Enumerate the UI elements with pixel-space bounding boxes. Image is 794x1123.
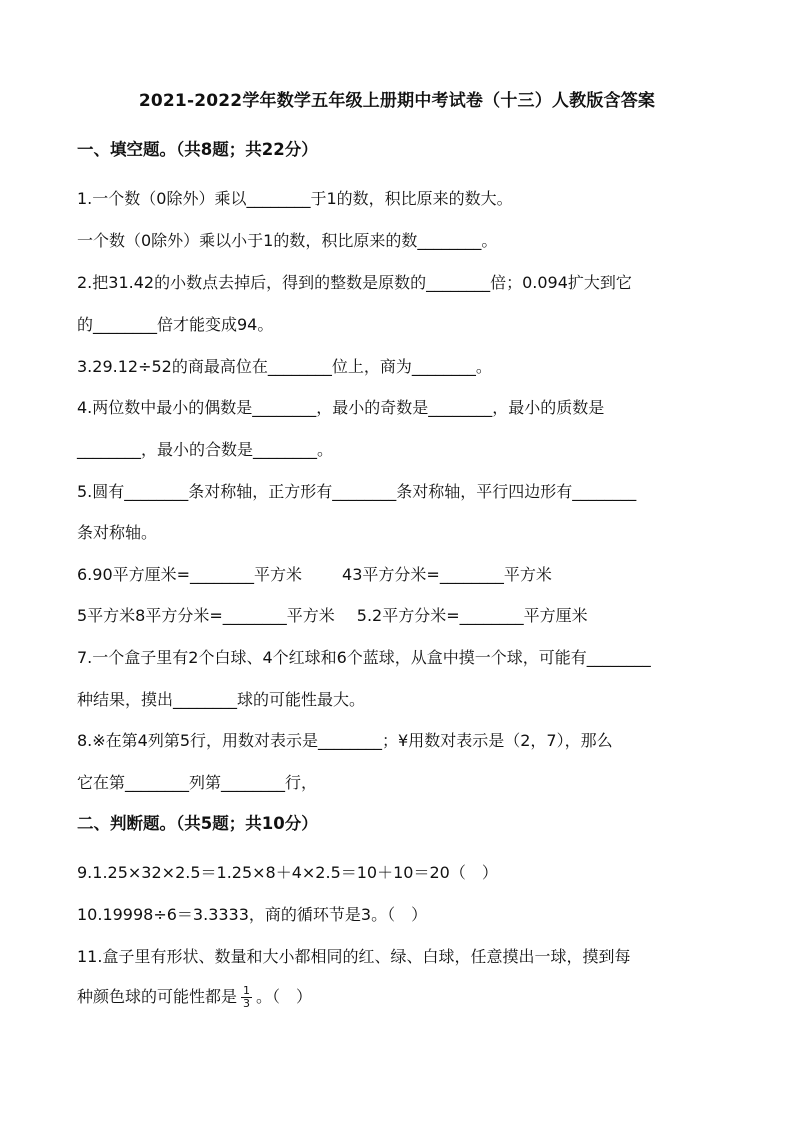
section-heading-fill-blank: 一、填空题。（共8题；共22分） [77,140,318,159]
question-7-line-2: 种结果，摸出________球的可能性最大。 [77,690,366,709]
question-6-part-b: 43平方分米=________平方米 [342,565,552,584]
question-6-part-a: 6.90平方厘米=________平方米 [77,565,303,584]
fraction-denominator: 3 [243,997,251,1010]
question-8-line-2: 它在第________列第________行， [77,773,318,792]
question-7-line-1: 7.一个盒子里有2个白球、4个红球和6个蓝球，从盒中摸一个球，可能有________ [77,648,651,667]
question-6-part-c: 5平方米8平方分米=________平方米 [77,606,335,625]
section-heading-true-false: 二、判断题。（共5题；共10分） [77,814,318,833]
question-11-line-1: 11.盒子里有形状、数量和大小都相同的红、绿、白球，任意摸出一球，摸到每 [77,947,631,966]
question-6-part-d: 5.2平方分米=________平方厘米 [356,606,588,625]
question-3-line-1: 3.29.12÷52的商最高位在________位上，商为________。 [77,357,492,376]
question-1-line-1: 1.一个数（0除外）乘以________于1的数，积比原来的数大。 [77,189,513,208]
question-8-line-1: 8.※在第4列第5行，用数对表示是________；¥用数对表示是（2，7），那么 [77,731,613,750]
question-4-line-2: ________，最小的合数是________。 [77,440,334,459]
question-11-suffix: 。（ ） [256,987,313,1006]
fraction-one-third [241,985,252,1010]
question-2-line-2: 的________倍才能变成94。 [77,315,274,334]
fraction-numerator: 1 [243,984,251,997]
question-4-line-1: 4.两位数中最小的偶数是________，最小的奇数是________，最小的质数是 [77,398,605,417]
question-11-prefix: 种颜色球的可能性都是 [77,987,238,1006]
question-1-line-2: 一个数（0除外）乘以小于1的数，积比原来的数________。 [77,231,498,250]
question-5-line-2: 条对称轴。 [77,523,158,542]
question-6-line-1 [77,562,552,585]
page-title: 2021-2022学年数学五年级上册期中考试卷（十三）人教版含答案 [138,91,656,111]
question-6-line-2 [77,603,588,626]
question-5-line-1: 5.圆有________条对称轴，正方形有________条对称轴，平行四边形有________ [77,482,637,501]
question-2-line-1: 2.把31.42的小数点去掉后，得到的整数是原数的________倍；0.094扩大到它 [77,273,632,292]
question-10-line-1: 10.19998÷6＝3.3333，商的循环节是3。（ ） [77,905,428,924]
question-9-line-1: 9.1.25×32×2.5＝1.25×8＋4×2.5＝10＋10＝20（ ） [77,863,498,882]
question-11-line-2 [77,984,312,1010]
